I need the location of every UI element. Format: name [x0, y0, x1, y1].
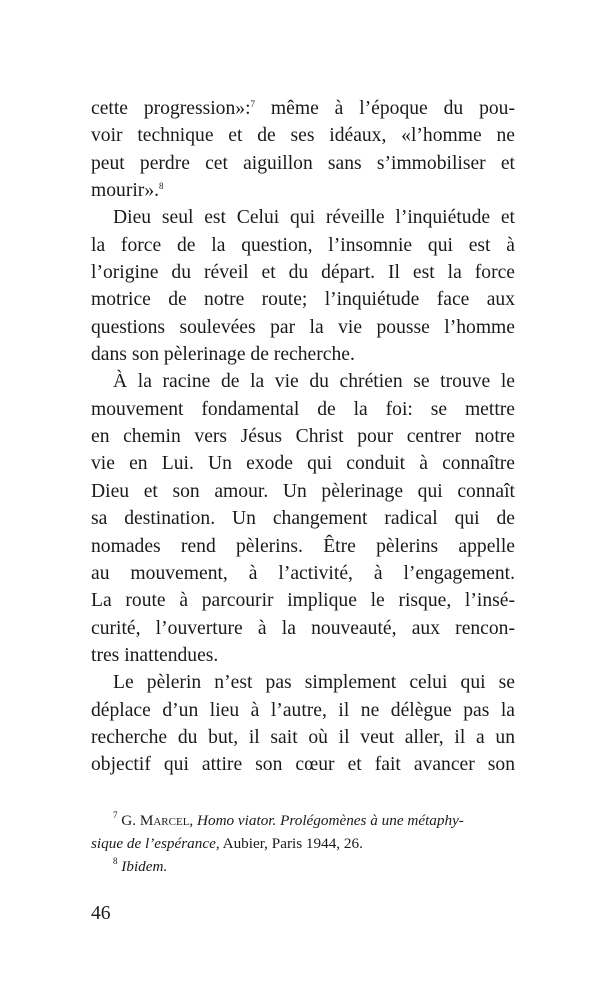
text-line — [91, 286, 515, 313]
text-line — [91, 259, 515, 286]
separator: , — [189, 812, 198, 829]
line-text: voir technique et de ses idéaux, «l’homme ne — [91, 125, 515, 147]
line-text: curité, l’ouverture à la nouveauté, aux rencon- — [91, 617, 515, 639]
line-text: en chemin vers Jésus Christ pour centrer notre — [91, 426, 515, 448]
footnote-ref: 8 — [159, 181, 164, 192]
text-line — [91, 150, 515, 177]
text-line — [91, 423, 515, 450]
text-line — [91, 204, 515, 231]
author-initial: G. — [121, 812, 140, 829]
text-line — [91, 450, 515, 477]
text-line — [91, 368, 515, 395]
body-text — [91, 95, 515, 779]
line-text: mourir». — [91, 180, 160, 202]
text-line — [91, 615, 515, 642]
line-text: déplace d’un lieu à l’autre, il ne délègue pas la — [91, 699, 515, 721]
text-line — [91, 95, 515, 122]
text-line — [91, 122, 515, 149]
line-text: motrice de notre route; l’inquiétude face aux — [91, 289, 515, 311]
line-text: sa destination. Un changement radical qui de — [91, 508, 515, 530]
text-line — [91, 642, 515, 669]
page-number: 46 — [91, 903, 111, 924]
line-text: questions soulevées par la vie pousse l’homme — [91, 316, 515, 338]
line-text: Dieu seul est Celui qui réveille l’inquiétude et — [113, 207, 515, 229]
line-text: nomades rend pèlerins. Être pèlerins appelle — [91, 535, 515, 557]
text-line — [91, 669, 515, 696]
line-text: dans son pèlerinage de recherche. — [91, 344, 355, 366]
line-text: peut perdre cet aiguillon sans s’immobiliser et — [91, 152, 515, 174]
footnote-7-cont — [91, 832, 515, 855]
book-title-cont: sique de l’espérance — [91, 835, 216, 852]
text-line — [91, 697, 515, 724]
book-title: Homo viator. Prolégomènes à une métaphy- — [197, 812, 464, 829]
line-text: La route à parcourir implique le risque, l’insé- — [91, 590, 515, 612]
line-text: Le pèlerin n’est pas simplement celui qui se — [113, 672, 515, 694]
line-text: au mouvement, à l’activité, à l’engagement. — [91, 562, 515, 584]
footnote-text: Ibidem. — [121, 858, 168, 875]
line-text: la force de la question, l’insomnie qui est à — [91, 234, 515, 256]
footnote-8 — [91, 855, 515, 878]
text-line — [91, 533, 515, 560]
text-line — [91, 232, 515, 259]
text-line — [91, 314, 515, 341]
footnote-number: 7 — [113, 810, 118, 820]
line-text: Dieu et son amour. Un pèlerinage qui connaît — [91, 480, 515, 502]
line-text: vie en Lui. Un exode qui conduit à connaître — [91, 453, 515, 475]
line-text: recherche du but, il sait où il veut aller, il a un — [91, 726, 515, 748]
text-line — [91, 505, 515, 532]
footnotes — [91, 809, 515, 878]
text-line — [91, 396, 515, 423]
publisher: , Aubier, Paris 1944, 26. — [215, 835, 363, 852]
line-text: tres inattendues. — [91, 644, 219, 666]
line-text: même à l’époque du pou- — [255, 98, 515, 119]
footnote-number: 8 — [113, 856, 118, 866]
text-line — [91, 177, 515, 204]
line-text: cette progression»: — [91, 98, 251, 119]
text-line — [91, 751, 515, 778]
line-text: À la racine de la vie du chrétien se trouve le — [113, 371, 515, 393]
footnote-ref: 7 — [250, 99, 256, 109]
line-text: objectif qui attire son cœur et fait avancer son — [91, 754, 515, 776]
text-line — [91, 341, 515, 368]
line-text: l’origine du réveil et du départ. Il est la force — [91, 262, 515, 284]
text-line — [91, 560, 515, 587]
line-text: mouvement fondamental de la foi: se mettre — [91, 398, 515, 420]
author-name: Marcel — [139, 812, 190, 829]
text-line — [91, 724, 515, 751]
text-line — [91, 587, 515, 614]
text-line — [91, 478, 515, 505]
footnote-7 — [91, 809, 515, 832]
